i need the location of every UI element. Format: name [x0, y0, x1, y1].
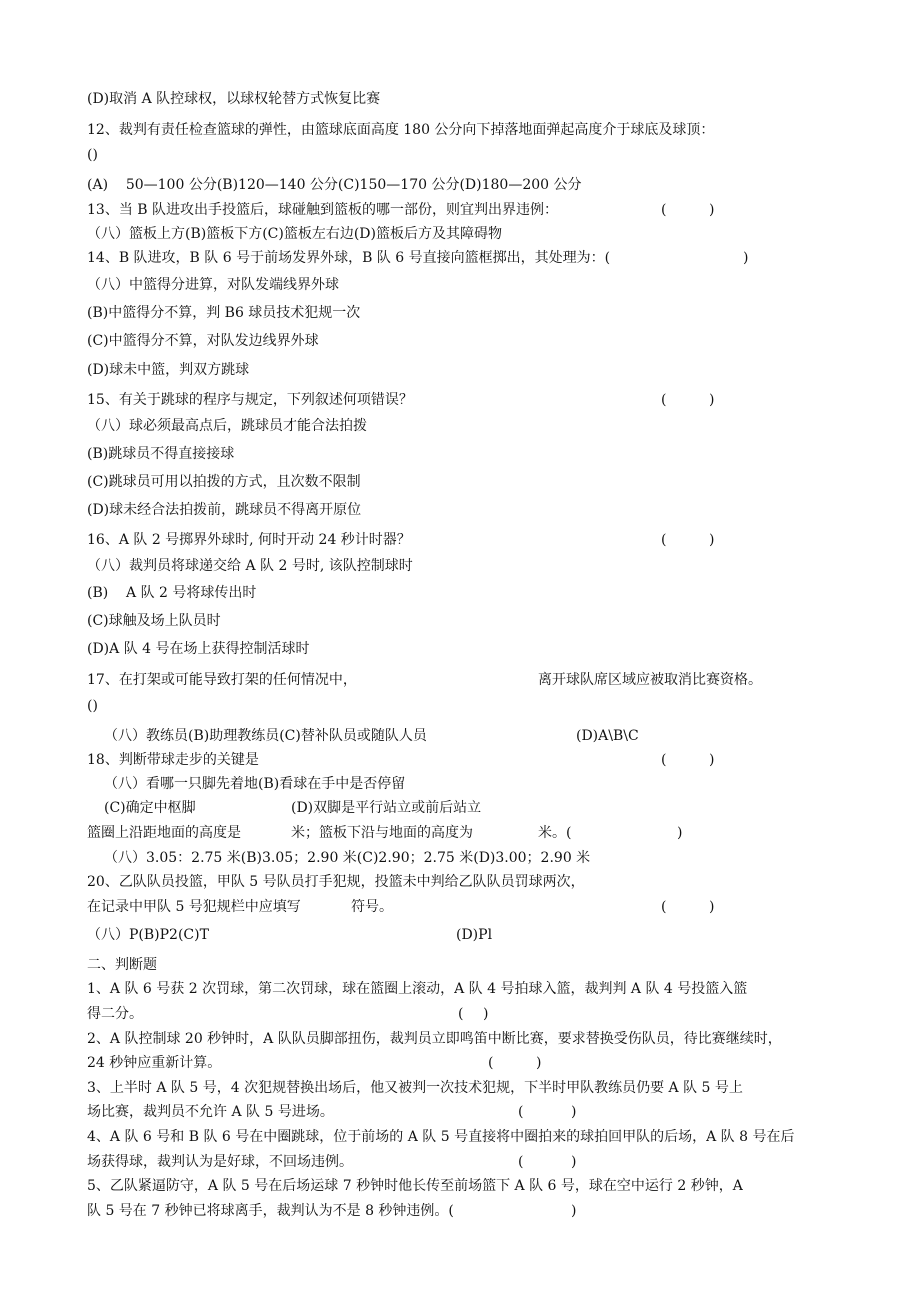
judgement-1: 1、A 队 6 号获 2 次罚球，第二次罚球，球在篮圈上滚动，A 队 4 号拍球入篮，裁判判 A 队 4 号投篮入篮	[87, 981, 748, 997]
options-17: （八）教练员(B)助理教练员(C)替补队员或随队人员	[104, 728, 427, 744]
answer-open-20: (	[661, 899, 667, 915]
option-16c: (C)球触及场上队员时	[87, 613, 221, 629]
answer-close-j5: )	[571, 1203, 577, 1219]
question-15: 15、有关于跳球的程序与规定，下列叙述何项错误？	[87, 392, 413, 408]
question-12: 12、裁判有责任检查篮球的弹性，由篮球底面高度 180 公分向下掉落地面弹起高度介于球底及球顶：	[87, 122, 715, 138]
question-16: 16、A 队 2 号掷界外球时, 何时开动 24 秒计时器？	[87, 532, 411, 548]
question-18: 18、判断带球走步的关键是	[87, 752, 259, 768]
judgement-3: 3、上半时 A 队 5 号，4 次犯规替换出场后，他又被判一次技术犯规，下半时甲队教练员仍要 A 队 5 号上	[87, 1080, 743, 1096]
question-20-line2: 在记录中甲队 5 号犯规栏中应填写	[87, 899, 301, 915]
question-17: 17、在打架或可能导致打架的任何情况中，	[87, 672, 357, 688]
option-14b: (B)中篮得分不算，判 B6 球员技术犯规一次	[87, 305, 361, 321]
answer-close-19: )	[677, 825, 683, 841]
judgement-5-line2: 队 5 号在 7 秒钟已将球离手，裁判认为不是 8 秒钟违例。(	[87, 1203, 454, 1219]
answer-close-15: )	[709, 392, 715, 408]
answer-bracket-17: ()	[87, 698, 98, 714]
option-16a: （八）裁判员将球递交给 A 队 2 号时, 该队控制球时	[87, 558, 413, 574]
question-20: 20、乙队队员投篮，甲队 5 号队员打手犯规，投篮未中判给乙队队员罚球两次，	[87, 874, 585, 890]
option-14d: (D)球未中篮，判双方跳球	[87, 362, 250, 378]
answer-open-15: (	[661, 392, 667, 408]
answer-open-16: (	[661, 532, 667, 548]
option-15a: （八）球必须最高点后，跳球员才能合法拍拨	[87, 418, 367, 434]
judgement-4-line2: 场获得球，裁判认为是好球，不回场违例。	[87, 1154, 353, 1170]
option-18d: (D)双脚是平行站立或前后站立	[291, 800, 482, 816]
question-20-tail: 符号。	[351, 899, 393, 915]
question-17-tail: 离开球队席区域应被取消比赛资格。	[538, 672, 762, 688]
answer-close-16: )	[709, 532, 715, 548]
judgement-2: 2、A 队控制球 20 秒钟时，A 队队员脚部扭伤，裁判员立即鸣笛中断比赛，要求替换受伤队员，待比赛继续时，	[87, 1031, 782, 1047]
answer-close-14: )	[743, 250, 749, 266]
judgement-5: 5、乙队紧逼防守，A 队 5 号在后场运球 7 秒钟时他长传至前场篮下 A 队 6 号，球在空中运行 2 秒钟，A	[87, 1178, 743, 1194]
answer-close-j2: )	[536, 1055, 542, 1071]
option-15c: (C)跳球员可用以拍拨的方式，且次数不限制	[87, 474, 361, 490]
section-heading-judgement: 二、判断题	[87, 957, 157, 973]
question-19-mid: 米；篮板下沿与地面的高度为	[291, 825, 473, 841]
option-15d: (D)球未经合法拍拨前，跳球员不得离开原位	[87, 502, 362, 518]
answer-close-j1: )	[483, 1006, 489, 1022]
answer-open-13: (	[661, 202, 667, 218]
judgement-3-line2: 场比赛，裁判员不允许 A 队 5 号进场。	[87, 1104, 334, 1120]
answer-close-13: )	[709, 202, 715, 218]
judgement-4: 4、A 队 6 号和 B 队 6 号在中圈跳球，位于前场的 A 队 5 号直接将中圈拍来的球拍回甲队的后场，A 队 8 号在后	[87, 1129, 795, 1145]
answer-open-j3: (	[518, 1104, 524, 1120]
answer-close-j4: )	[571, 1154, 577, 1170]
answer-open-j1: (	[458, 1006, 464, 1022]
answer-open-18: (	[661, 752, 667, 768]
option-18c: (C)确定中枢脚	[104, 800, 196, 816]
options-13: （八）篮板上方(B)篮板下方(C)篮板左右边(D)篮板后方及其障碍物	[87, 226, 502, 242]
answer-close-20: )	[709, 899, 715, 915]
option-16b: (B) A 队 2 号将球传出时	[87, 585, 257, 601]
judgement-1-line2: 得二分。	[87, 1006, 143, 1022]
option-16d: (D)A 队 4 号在场上获得控制活球时	[87, 641, 310, 657]
question-13: 13、当 B 队进攻出手投篮后，球碰触到篮板的哪一部份，则宜判出界违例：	[87, 202, 559, 218]
option-14a: （八）中篮得分进算，对队发端线界外球	[87, 277, 339, 293]
question-14: 14、B 队进攻，B 队 6 号于前场发界外球，B 队 6 号直接向篮框掷出，其处理为：(	[87, 250, 611, 266]
judgement-2-line2: 24 秒钟应重新计算。	[87, 1055, 222, 1071]
option-20d: (D)Pl	[456, 927, 493, 943]
option-11d: (D)取消 A 队控球权，以球权轮替方式恢复比赛	[87, 91, 381, 107]
answer-close-j3: )	[571, 1104, 577, 1120]
answer-open-j4: (	[518, 1154, 524, 1170]
answer-close-18: )	[709, 752, 715, 768]
option-17d: (D)A\B\C	[576, 728, 639, 744]
answer-open-j2: (	[488, 1055, 494, 1071]
question-19-tail: 米。(	[538, 825, 572, 841]
answer-bracket-12: ()	[87, 147, 98, 163]
option-15b: (B)跳球员不得直接接球	[87, 446, 235, 462]
option-14c: (C)中篮得分不算，对队发边线界外球	[87, 333, 319, 349]
options-12: (A) 50—100 公分(B)120—140 公分(C)150—170 公分(D)180—200 公分	[87, 177, 582, 193]
question-19: 篮圈上沿距地面的高度是	[87, 825, 241, 841]
options-18ab: （八）看哪一只脚先着地(B)看球在手中是否停留	[104, 776, 406, 792]
options-19: （八）3.05：2.75 米(B)3.05；2.90 米(C)2.90；2.75 米(D)3.00；2.90 米	[104, 850, 591, 866]
options-20: （八）P(B)P2(C)T	[87, 927, 209, 943]
